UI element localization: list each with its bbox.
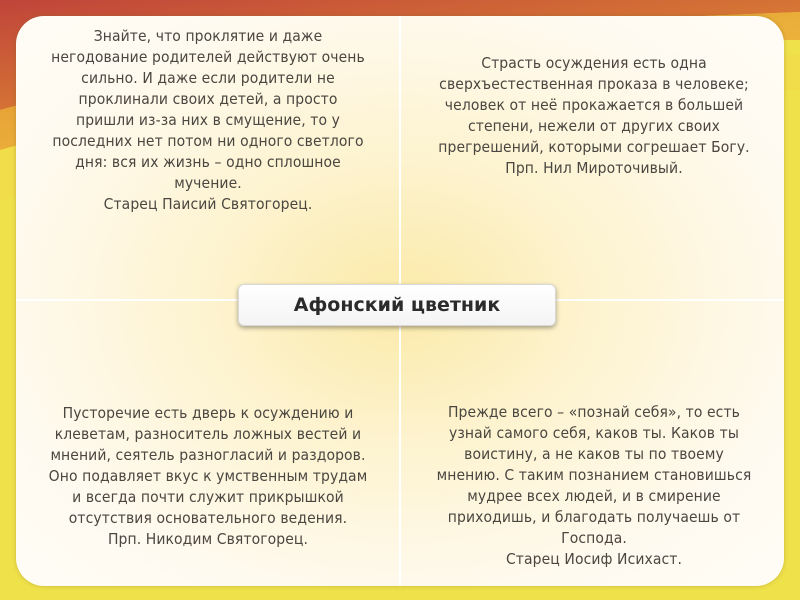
slide-title-box bbox=[238, 284, 556, 326]
quote-top-left bbox=[24, 20, 392, 220]
quote-text: Пусторечие есть дверь к осуждению и клеветам, разноситель ложных вестей и мнений, сеятель разногласий и раздоров. Оно подавляет вкус к умственным трудам и всегда почти служит прикрышкой отсутствия основательного ведения. Прп. Никодим Святогорец. bbox=[48, 403, 368, 548]
quote-text: Страсть осуждения есть одна сверхъестественная проказа в человеке; человек от неё прокажается в большей степени, нежели от других своих прегрешений, которыми согрешает Богу. Прп. Нил Мироточивый. bbox=[438, 54, 750, 177]
quote-text: Знайте, что проклятие и даже негодование родителей действуют очень сильно. И даже если родители не проклинали своих детей, а просто пришли из-за них в смущение, то у последних нет потом ни одного светлого дня: вся их жизнь – одно сплошное мучение. Старец Паисий Святогорец. bbox=[51, 26, 365, 213]
quote-text: Прежде всего – «познай себя», то есть узнай самого себя, каков ты. Каков ты воистину, а не каков ты по твоему мнению. С таким познанием становишься мудрее всех людей, и в смирение приходишь, и благодать получаешь от Господа. Старец Иосиф Исихаст. bbox=[436, 403, 752, 568]
quote-top-right bbox=[408, 46, 780, 186]
quote-bottom-right bbox=[408, 396, 780, 576]
slide-title: Афонский цветник bbox=[293, 294, 501, 316]
quote-bottom-left bbox=[24, 401, 392, 551]
